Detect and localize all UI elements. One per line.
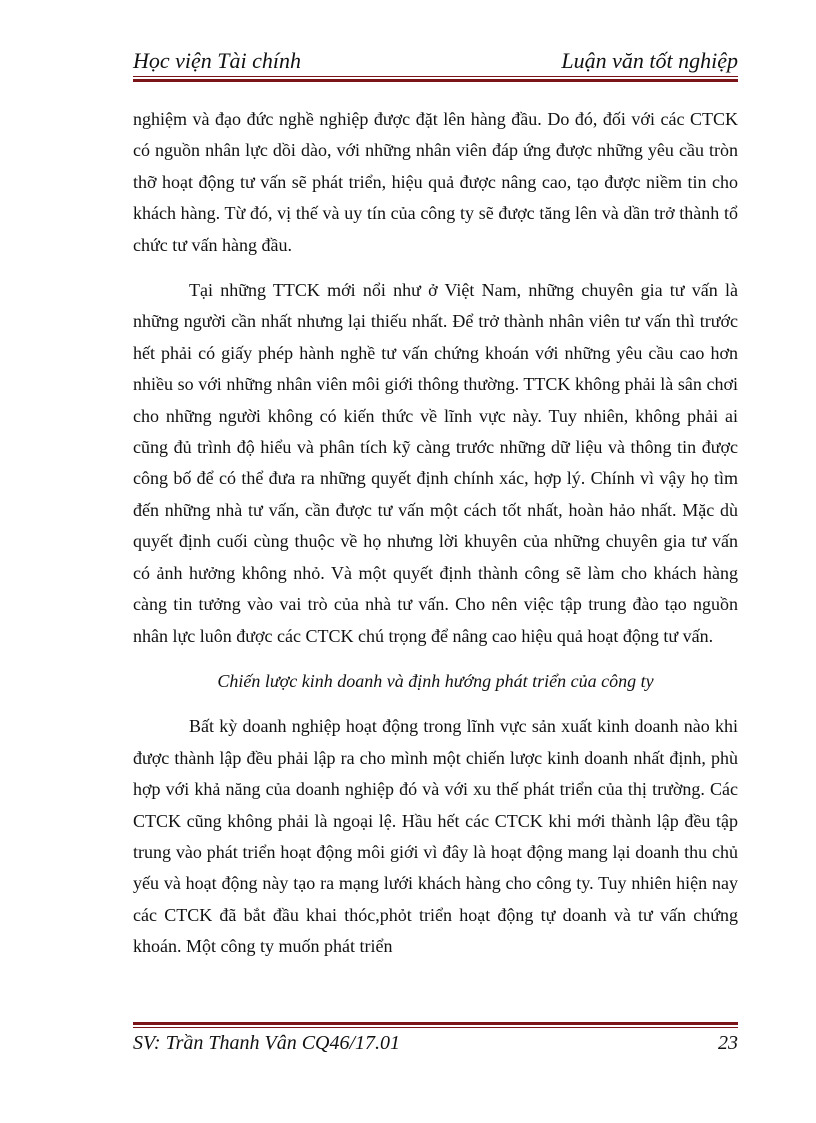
page-number: 23 — [718, 1032, 738, 1054]
paragraph-continuation: nghiệm và đạo đức nghề nghiệp được đặt lên hàng đầu. Do đó, đối với các CTCK có nguồn nhân lực dồi dào, với những nhân viên đáp ứng được những yêu cầu tròn thỡ hoạt động tư vấn sẽ phát triển, hiệu quả được nâng cao, tạo được niềm tin cho khách hàng. Từ đó, vị thế và uy tín của công ty sẽ được tăng lên và dần trở thành tổ chức tư vấn hàng đầu. — [133, 109, 738, 255]
paragraph-spacer — [133, 697, 738, 711]
paragraph-consultants: Tại những TTCK mới nổi như ở Việt Nam, những chuyên gia tư vấn là những người cần nhất nhưng lại thiếu nhất. Để trở thành nhân viên tư vấn thì trước hết phải có giấy phép hành nghề tư vấn chứng khoán với những yêu cầu cao hơn nhiều so với những nhân viên môi giới thông thường. TTCK không phải là sân chơi cho những người không có kiến thức về lĩnh vực này. Tuy nhiên, không phải ai cũng đủ trình độ hiểu và phân tích kỹ càng trước những dữ liệu và thông tin được công bố để có thể đưa ra những quyết định chính xác, hợp lý. Chính vì vậy họ tìm đến những nhà tư vấn, cần được tư vấn một cách tốt nhất, hoàn hảo nhất. Mặc dù quyết định cuối cùng thuộc về họ nhưng lời khuyên của những chuyên gia tư vấn có ảnh hưởng không nhỏ. Và một quyết định thành công sẽ làm cho khách hàng càng tin tưởng vào vai trò của nhà tư vấn. Cho nên việc tập trung đào tạo nguồn nhân lực luôn được các CTCK chú trọng để nâng cao hiệu quả hoạt động tư vấn. — [133, 280, 738, 646]
header-rule-thick — [133, 79, 738, 82]
paragraph-spacer — [133, 261, 738, 275]
footer-author: SV: Trần Thanh Vân CQ46/17.01 — [133, 1032, 401, 1054]
page-header — [133, 47, 738, 75]
paragraph-strategy: Bất kỳ doanh nghiệp hoạt động trong lĩnh vực sản xuất kinh doanh nào khi được thành lập đều phải lập ra cho mình một chiến lược kinh doanh nhất định, phù hợp với khả năng của doanh nghiệp đó và với xu thế phát triển của thị trường. Các CTCK cũng không phải là ngoại lệ. Hầu hết các CTCK khi mới thành lập đều tập trung vào phát triển hoạt động môi giới vì đây là hoạt động mang lại doanh thu chủ yếu và hoạt động này tạo ra mạng lưới khách hàng cho công ty. Tuy nhiên hiện nay các CTCK đã bắt đầu khai thóc,phỏt triển hoạt động tự doanh và tư vấn chứng khoán. Một công ty muốn phát triển — [133, 716, 738, 957]
header-rule-thin — [133, 76, 738, 77]
page-footer — [133, 1030, 738, 1056]
footer-rule-thick — [133, 1022, 738, 1025]
section-subheading: Chiến lược kinh doanh và định hướng phát triển của công ty — [217, 670, 654, 691]
header-document-type: Luận văn tốt nghiệp — [561, 48, 738, 73]
footer-rule-thin — [133, 1027, 738, 1028]
paragraph-spacer — [133, 652, 738, 666]
page-body — [133, 104, 738, 963]
header-institution: Học viện Tài chính — [133, 48, 302, 73]
